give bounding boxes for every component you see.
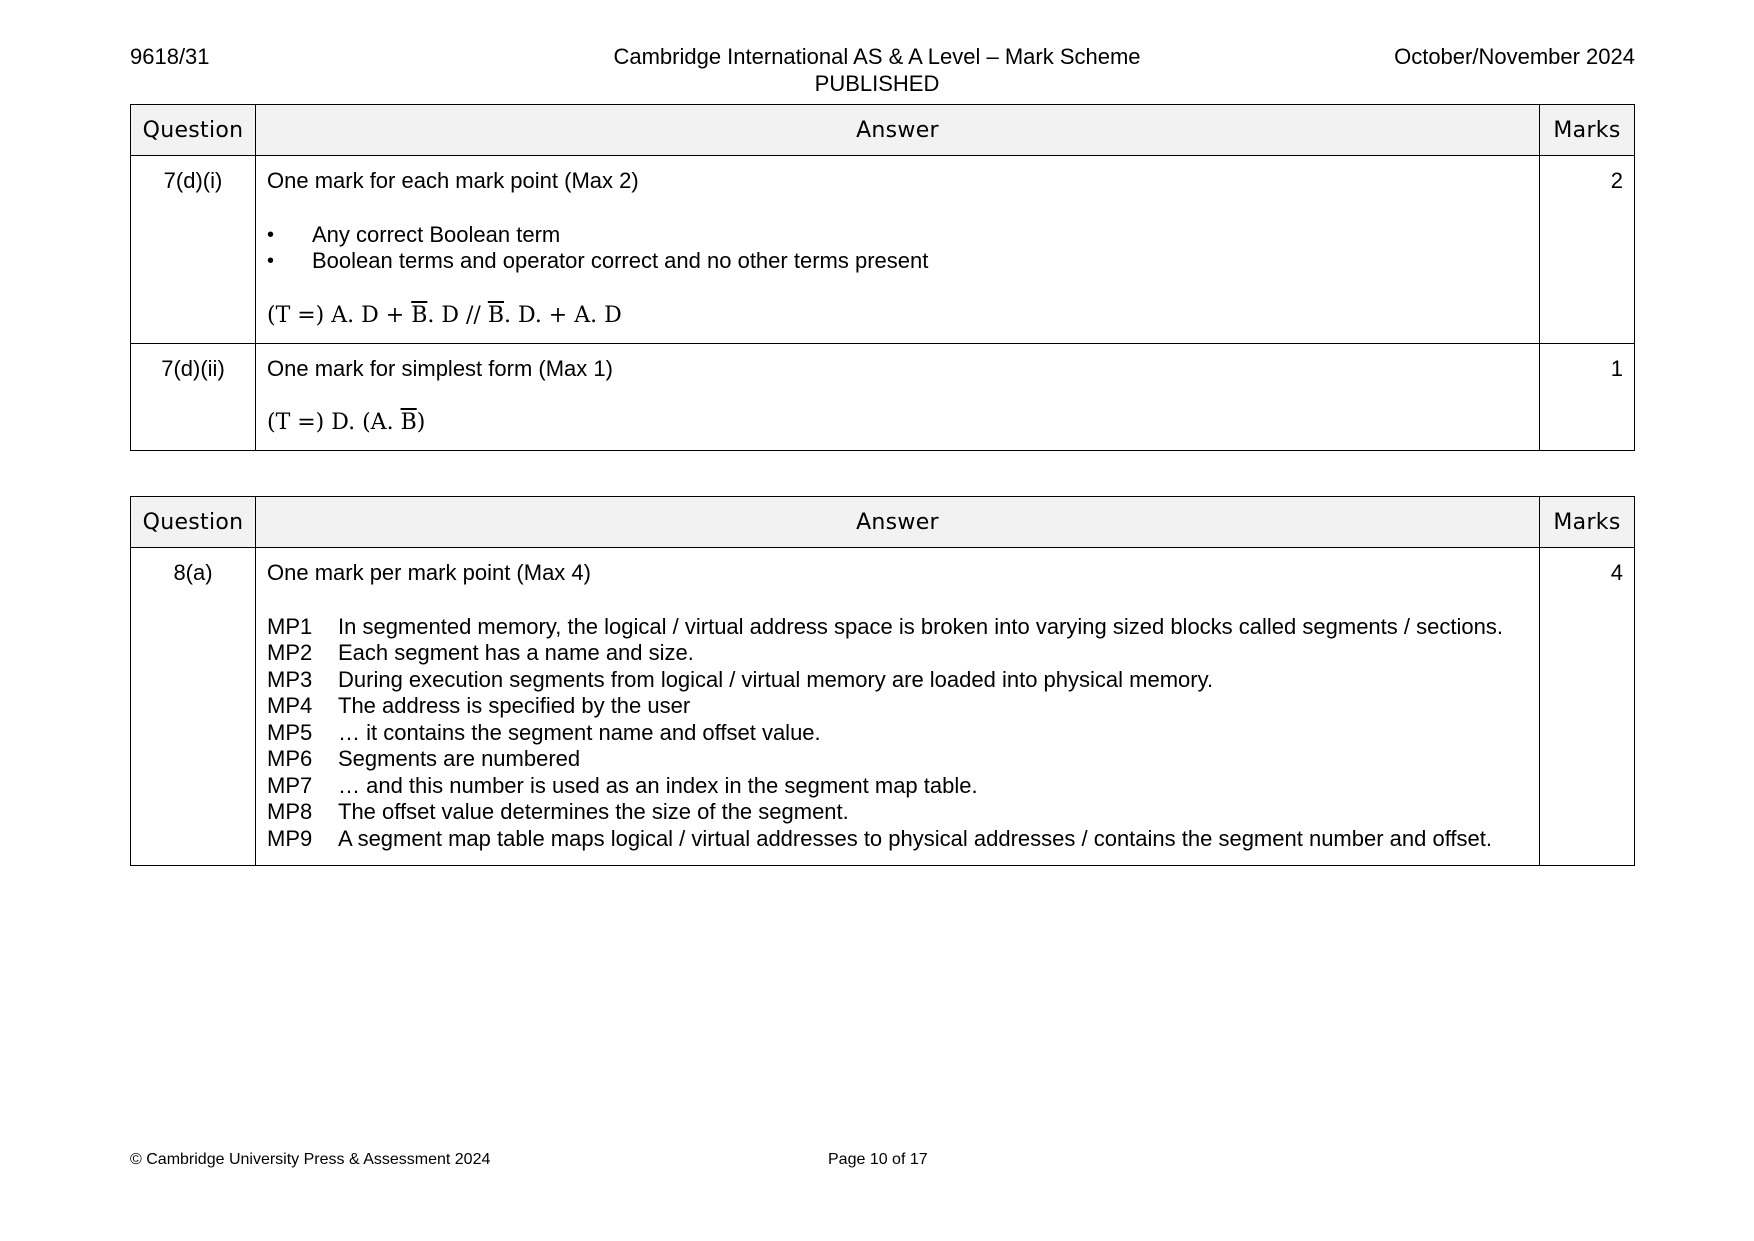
mark-point-text: … it contains the segment name and offset value.	[338, 719, 821, 745]
table-row	[131, 343, 1635, 451]
boolean-expression: (T =) D. (A. $\overline{B}$)	[267, 410, 426, 435]
answer-intro: One mark for simplest form (Max 1)	[267, 355, 613, 381]
answer-intro: One mark per mark point (Max 4)	[267, 560, 591, 585]
mark-point-code: MP6	[267, 746, 313, 771]
question-column-header: Question	[131, 105, 256, 156]
mark-point	[267, 773, 1528, 800]
mark-point-text: Segments are numbered	[338, 746, 581, 771]
paper-code: 9618/31	[130, 44, 210, 69]
copyright-notice: © Cambridge University Press & Assessment 2024	[130, 1151, 491, 1168]
table-row	[131, 156, 1635, 344]
boolean-expression: (T =) A. $D + \overline{B}$. D // $\overline{B}$. D. + A. D	[267, 302, 622, 328]
mark-point-code: MP1	[267, 613, 313, 639]
mark-point-text: The offset value determines the size of the segment.	[338, 799, 849, 824]
mark-point	[267, 693, 1528, 720]
mark-scheme-table-q7	[130, 104, 1635, 451]
question-column-header: Question	[131, 497, 256, 548]
marks-column-header: Marks	[1540, 497, 1635, 548]
list-item: • Any correct Boolean term	[267, 222, 1528, 249]
answer-intro: One mark for each mark point (Max 2)	[267, 168, 639, 193]
mark-point-text: In segmented memory, the logical / virtual address space is broken into varying sized blocks called segments / sections.	[338, 613, 1503, 639]
mark-point	[267, 614, 1528, 641]
table-header-row	[131, 105, 1635, 156]
mark-point-code: MP2	[267, 640, 313, 665]
mark-point	[267, 799, 1528, 826]
answer-cell	[256, 343, 1540, 451]
question-number: 8(a)	[131, 548, 256, 866]
mark-point-text: … and this number is used as an index in the segment map table.	[338, 772, 978, 798]
marks-value: 2	[1540, 156, 1635, 344]
mark-point	[267, 667, 1528, 694]
mark-point-text: The address is specified by the user	[338, 693, 691, 718]
mark-point-text: Each segment has a name and size.	[338, 640, 694, 665]
mark-point	[267, 720, 1528, 747]
question-number: 7(d)(ii)	[131, 343, 256, 451]
list-item: • Boolean terms and operator correct and no other terms present	[267, 248, 1528, 275]
marks-value: 4	[1540, 548, 1635, 866]
answer-column-header: Answer	[256, 105, 1540, 156]
answer-cell	[256, 548, 1540, 866]
marks-column-header: Marks	[1540, 105, 1635, 156]
page-number: Page 10 of 17	[828, 1151, 928, 1168]
table-row	[131, 548, 1635, 866]
mark-point	[267, 640, 1528, 667]
mark-point-list	[267, 222, 1528, 275]
marks-value: 1	[1540, 343, 1635, 451]
mark-point	[267, 746, 1528, 773]
mark-point-code: MP3	[267, 666, 313, 692]
document-status: PUBLISHED	[814, 71, 940, 96]
mark-point-list	[267, 614, 1528, 853]
mark-point-code: MP8	[267, 799, 313, 824]
mark-point-code: MP9	[267, 825, 313, 851]
answer-column-header: Answer	[256, 497, 1540, 548]
mark-point-code: MP4	[267, 693, 313, 718]
mark-scheme-table-q8	[130, 496, 1635, 866]
mark-point-text: During execution segments from logical / virtual memory are loaded into physical memory.	[338, 666, 1214, 692]
table-header-row	[131, 497, 1635, 548]
mark-point-text: A segment map table maps logical / virtual addresses to physical addresses / contains the segment number and offset.	[338, 825, 1493, 851]
answer-cell	[256, 156, 1540, 344]
mark-point	[267, 826, 1528, 853]
mark-point-code: MP7	[267, 772, 313, 798]
document-title: Cambridge International AS & A Level – Mark Scheme	[613, 44, 1141, 69]
mark-point-code: MP5	[267, 719, 313, 745]
exam-session: October/November 2024	[1394, 44, 1635, 69]
question-number: 7(d)(i)	[131, 156, 256, 344]
